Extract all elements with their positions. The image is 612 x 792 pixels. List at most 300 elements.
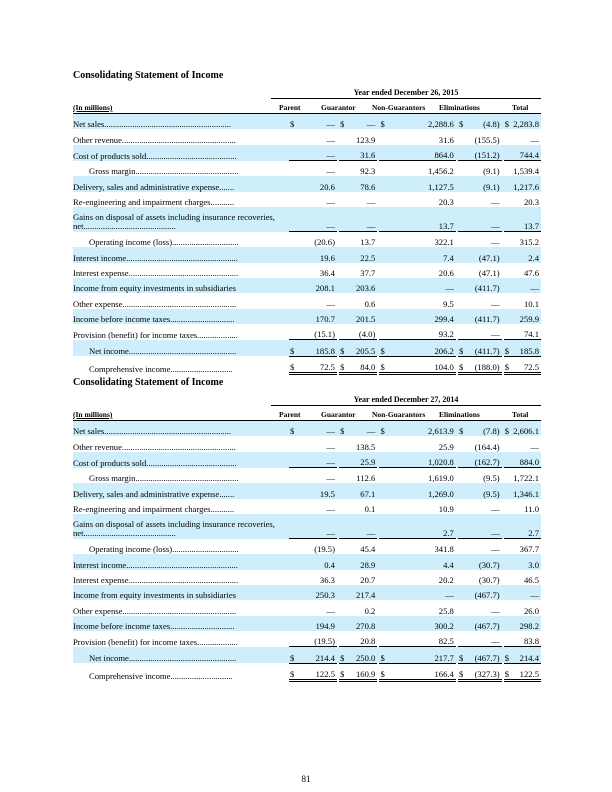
col-guarantor: Guarantor bbox=[321, 103, 356, 112]
currency-symbol bbox=[339, 514, 348, 539]
cell-guarantor: 138.5 bbox=[355, 441, 376, 452]
cell-non-guarantors: 93.2 bbox=[388, 324, 456, 340]
currency-symbol bbox=[289, 436, 298, 451]
table-row bbox=[73, 293, 541, 308]
currency-symbol bbox=[289, 309, 298, 324]
cell-total: 1,722.1 bbox=[513, 473, 539, 484]
cell-parent: 214.4 bbox=[298, 647, 337, 663]
cell-eliminations: (9.1) bbox=[467, 176, 502, 191]
currency-symbol bbox=[458, 293, 467, 308]
currency-symbol bbox=[379, 616, 388, 631]
cell-parent: — bbox=[298, 145, 337, 161]
cell-eliminations: (9.1) bbox=[483, 166, 500, 177]
period-rule bbox=[271, 405, 541, 406]
row-label bbox=[73, 436, 287, 451]
currency-symbol bbox=[504, 452, 513, 468]
cell-parent: 72.5 bbox=[298, 356, 337, 373]
cell-eliminations: — bbox=[467, 631, 502, 647]
cell-guarantor: 31.6 bbox=[348, 145, 377, 161]
cell-guarantor: 84.0 bbox=[348, 356, 377, 373]
row-label bbox=[73, 539, 287, 555]
leader-dots: .......................................... bbox=[146, 457, 237, 468]
cell-total: 298.2 bbox=[513, 616, 541, 631]
currency-symbol bbox=[339, 324, 348, 340]
cell-eliminations: (4.8) bbox=[467, 114, 502, 129]
leader-dots: ..................................................... bbox=[121, 134, 236, 145]
currency-symbol bbox=[289, 145, 298, 161]
cell-non-guarantors: 9.5 bbox=[443, 298, 454, 309]
cell-guarantor: 270.8 bbox=[348, 616, 377, 631]
leader-dots: ................... bbox=[197, 636, 238, 647]
leader-dots: ....... bbox=[219, 488, 235, 499]
currency-symbol bbox=[458, 309, 467, 324]
table-row bbox=[73, 663, 541, 680]
period-heading: Year ended December 26, 2015 bbox=[353, 88, 459, 97]
currency-symbol bbox=[379, 263, 388, 278]
cell-non-guarantors: 864.0 bbox=[388, 145, 456, 161]
currency-symbol bbox=[504, 631, 513, 647]
currency-symbol bbox=[504, 207, 513, 232]
currency-symbol bbox=[289, 324, 298, 340]
cell-total: 315.2 bbox=[513, 232, 541, 248]
cell-guarantor: 37.7 bbox=[360, 268, 376, 279]
row-label-text: Net income bbox=[89, 653, 129, 664]
cell-non-guarantors: 1,456.2 bbox=[428, 166, 454, 177]
cell-guarantor: 45.4 bbox=[348, 539, 377, 555]
row-label bbox=[73, 616, 287, 631]
cell-eliminations: — bbox=[491, 298, 500, 309]
leader-dots: ................................................ bbox=[135, 166, 239, 177]
cell-non-guarantors: 20.3 bbox=[438, 197, 454, 208]
currency-symbol bbox=[289, 539, 298, 555]
row-label bbox=[73, 421, 287, 436]
currency-symbol bbox=[379, 145, 388, 161]
page-number: 81 bbox=[301, 774, 311, 784]
cell-non-guarantors: 217.7 bbox=[388, 647, 456, 663]
currency-symbol bbox=[289, 499, 298, 514]
cell-eliminations: — bbox=[467, 324, 502, 340]
cell-parent: — bbox=[326, 504, 335, 515]
cell-parent: — bbox=[326, 134, 335, 145]
cell-guarantor: 0.2 bbox=[364, 605, 376, 616]
leader-dots: ............................... bbox=[172, 237, 239, 248]
cell-eliminations: (467.7) bbox=[467, 647, 502, 663]
row-label bbox=[73, 176, 287, 191]
currency-symbol bbox=[339, 192, 348, 207]
row-label-text: Income from equity investments in subsidiaries bbox=[73, 590, 237, 601]
currency-symbol: $ bbox=[289, 356, 298, 373]
cell-non-guarantors: 82.5 bbox=[388, 631, 456, 647]
cell-non-guarantors: 1,269.0 bbox=[388, 483, 456, 498]
currency-symbol bbox=[504, 585, 513, 600]
row-label bbox=[73, 514, 287, 539]
cell-guarantor: 203.6 bbox=[348, 278, 377, 293]
table-row bbox=[73, 499, 541, 514]
row-label-text: Other expense bbox=[73, 298, 123, 309]
cell-non-guarantors: 31.6 bbox=[438, 134, 454, 145]
currency-symbol bbox=[458, 554, 467, 569]
cell-eliminations: (162.7) bbox=[467, 452, 502, 468]
cell-non-guarantors: — bbox=[388, 585, 456, 600]
currency-symbol: $ bbox=[504, 421, 513, 436]
leader-dots: ............................... bbox=[172, 544, 239, 555]
currency-symbol bbox=[379, 232, 388, 248]
currency-symbol bbox=[289, 247, 298, 262]
cell-total: 83.8 bbox=[513, 631, 541, 647]
cell-guarantor: — bbox=[366, 197, 376, 208]
leader-dots: ................................................ bbox=[135, 473, 239, 484]
currency-symbol bbox=[504, 129, 513, 144]
cell-eliminations: (411.7) bbox=[467, 340, 502, 356]
cell-non-guarantors: 206.2 bbox=[388, 340, 456, 356]
table-row bbox=[73, 278, 541, 293]
currency-symbol bbox=[289, 161, 298, 177]
currency-symbol: $ bbox=[289, 114, 298, 129]
cell-parent: 20.6 bbox=[298, 176, 337, 191]
currency-symbol bbox=[458, 176, 467, 191]
currency-symbol: $ bbox=[458, 340, 467, 356]
currency-symbol: $ bbox=[379, 340, 388, 356]
cell-parent: (19.5) bbox=[298, 631, 337, 647]
cell-parent: — bbox=[326, 605, 335, 616]
currency-symbol bbox=[504, 436, 513, 451]
currency-symbol bbox=[339, 278, 348, 293]
currency-symbol bbox=[379, 161, 388, 177]
row-label bbox=[73, 631, 287, 647]
cell-non-guarantors: 4.4 bbox=[388, 554, 456, 569]
leader-dots: .............................. bbox=[170, 314, 235, 325]
currency-symbol bbox=[458, 600, 467, 615]
row-label bbox=[73, 145, 287, 161]
cell-guarantor: 28.9 bbox=[348, 554, 377, 569]
currency-symbol bbox=[339, 207, 348, 232]
table-row bbox=[73, 616, 541, 631]
row-label-text: Cost of products sold bbox=[73, 150, 147, 161]
cell-total: 259.9 bbox=[513, 309, 541, 324]
table-row bbox=[73, 631, 541, 647]
cell-parent: — bbox=[298, 207, 337, 232]
cell-eliminations: (327.3) bbox=[467, 663, 502, 680]
currency-symbol: $ bbox=[289, 647, 298, 663]
cell-total: 1,346.1 bbox=[513, 483, 541, 498]
currency-symbol bbox=[379, 514, 388, 539]
cell-non-guarantors: 25.8 bbox=[438, 605, 454, 616]
cell-non-guarantors: 1,619.0 bbox=[428, 473, 454, 484]
cell-non-guarantors: 166.4 bbox=[388, 663, 456, 680]
currency-symbol bbox=[339, 129, 348, 144]
currency-symbol bbox=[339, 176, 348, 191]
cell-eliminations: (47.1) bbox=[467, 247, 502, 262]
table-row bbox=[73, 114, 541, 129]
table-row bbox=[73, 340, 541, 356]
table-row bbox=[73, 421, 541, 436]
currency-symbol bbox=[504, 263, 513, 278]
table-row bbox=[73, 483, 541, 498]
currency-symbol bbox=[289, 263, 298, 278]
row-label bbox=[73, 161, 287, 177]
cell-guarantor: — bbox=[348, 207, 377, 232]
currency-symbol bbox=[379, 570, 388, 585]
leader-dots: ........................................................... bbox=[104, 426, 232, 437]
row-label bbox=[73, 293, 287, 308]
currency-symbol bbox=[339, 631, 348, 647]
cell-eliminations: (411.7) bbox=[467, 309, 502, 324]
currency-symbol: $ bbox=[379, 421, 388, 436]
leader-dots: ..................................................... bbox=[122, 605, 237, 616]
table-row bbox=[73, 145, 541, 161]
cell-parent: 194.9 bbox=[298, 616, 337, 631]
table-row bbox=[73, 161, 541, 177]
row-label bbox=[73, 232, 287, 248]
currency-symbol bbox=[289, 207, 298, 232]
cell-guarantor: 20.7 bbox=[360, 575, 376, 586]
row-label bbox=[73, 129, 287, 144]
row-label bbox=[73, 263, 287, 278]
cell-total: 47.6 bbox=[523, 268, 539, 279]
cell-total: 2.4 bbox=[513, 247, 541, 262]
row-label bbox=[73, 663, 287, 680]
cell-non-guarantors: 341.8 bbox=[388, 539, 456, 555]
currency-symbol bbox=[379, 309, 388, 324]
cell-non-guarantors: 7.4 bbox=[388, 247, 456, 262]
currency-symbol bbox=[504, 192, 513, 207]
currency-symbol bbox=[339, 554, 348, 569]
currency-symbol bbox=[379, 554, 388, 569]
cell-parent: 170.7 bbox=[298, 309, 337, 324]
currency-symbol bbox=[379, 436, 388, 451]
cell-guarantor: 25.9 bbox=[348, 452, 377, 468]
row-label-text: Interest expense bbox=[73, 268, 129, 279]
currency-symbol bbox=[289, 600, 298, 615]
row-label-text: Income before income taxes bbox=[73, 314, 171, 325]
currency-symbol bbox=[458, 145, 467, 161]
cell-non-guarantors: 20.2 bbox=[438, 575, 454, 586]
cell-parent: 36.4 bbox=[319, 268, 335, 279]
leader-dots: .................................................... bbox=[126, 559, 238, 570]
currency-symbol bbox=[504, 293, 513, 308]
cell-eliminations: (467.7) bbox=[467, 616, 502, 631]
currency-symbol bbox=[504, 145, 513, 161]
cell-total: 744.4 bbox=[513, 145, 541, 161]
cell-guarantor: (4.0) bbox=[348, 324, 377, 340]
table-row bbox=[73, 247, 541, 262]
currency-symbol bbox=[458, 247, 467, 262]
row-label-text: Operating income (loss) bbox=[89, 544, 173, 555]
currency-symbol bbox=[289, 232, 298, 248]
leader-dots: ....... bbox=[219, 181, 235, 192]
currency-symbol bbox=[379, 631, 388, 647]
cell-guarantor: 0.1 bbox=[364, 504, 376, 515]
table-row bbox=[73, 647, 541, 663]
cell-parent: — bbox=[298, 421, 337, 436]
cell-guarantor: 13.7 bbox=[348, 232, 377, 248]
leader-dots: ........................................................... bbox=[104, 119, 232, 130]
row-label bbox=[73, 207, 287, 232]
cell-non-guarantors: 25.9 bbox=[438, 441, 454, 452]
currency-symbol bbox=[458, 570, 467, 585]
currency-symbol: $ bbox=[379, 647, 388, 663]
currency-symbol bbox=[339, 499, 348, 514]
currency-symbol bbox=[339, 616, 348, 631]
currency-symbol: $ bbox=[289, 421, 298, 436]
currency-symbol bbox=[289, 293, 298, 308]
cell-parent: (20.6) bbox=[298, 232, 337, 248]
currency-symbol bbox=[458, 585, 467, 600]
cell-guarantor: 250.0 bbox=[348, 647, 377, 663]
table-row bbox=[73, 554, 541, 569]
currency-symbol: $ bbox=[458, 421, 467, 436]
currency-symbol bbox=[504, 616, 513, 631]
cell-total: 1,217.6 bbox=[513, 176, 541, 191]
leader-dots: .............................. bbox=[170, 621, 235, 632]
col-parent: Parent bbox=[279, 410, 301, 419]
cell-eliminations: — bbox=[491, 197, 500, 208]
row-label-text: Comprehensive income bbox=[89, 363, 171, 374]
cell-total: 122.5 bbox=[513, 663, 541, 680]
row-label-text: Gross margin bbox=[89, 166, 136, 177]
currency-symbol bbox=[379, 539, 388, 555]
table-row bbox=[73, 232, 541, 248]
cell-eliminations: (9.5) bbox=[467, 483, 502, 498]
cell-eliminations: (467.7) bbox=[467, 585, 502, 600]
leader-dots: ........... bbox=[210, 197, 235, 208]
cell-non-guarantors: 300.2 bbox=[388, 616, 456, 631]
col-parent: Parent bbox=[279, 103, 301, 112]
leader-dots: ............................. bbox=[170, 670, 233, 681]
cell-parent: — bbox=[298, 114, 337, 129]
currency-symbol bbox=[379, 499, 388, 514]
row-label-text: Interest income bbox=[73, 559, 127, 570]
cell-total: 185.8 bbox=[513, 340, 541, 356]
col-total: Total bbox=[512, 410, 529, 419]
currency-symbol bbox=[339, 247, 348, 262]
currency-symbol bbox=[458, 324, 467, 340]
currency-symbol: $ bbox=[458, 663, 467, 680]
row-label-text: Gains on disposal of assets including insurance recoveries, net bbox=[73, 211, 275, 232]
currency-symbol bbox=[339, 232, 348, 248]
row-label-text: Delivery, sales and administrative expense bbox=[73, 488, 220, 499]
cell-total: 11.0 bbox=[524, 504, 539, 515]
currency-symbol bbox=[504, 539, 513, 555]
currency-symbol bbox=[379, 129, 388, 144]
cell-total: 46.5 bbox=[523, 575, 539, 586]
row-label-text: Interest income bbox=[73, 252, 127, 263]
cell-guarantor: 205.5 bbox=[348, 340, 377, 356]
currency-symbol bbox=[379, 585, 388, 600]
leader-dots: ................................................... bbox=[128, 575, 239, 586]
currency-symbol bbox=[458, 539, 467, 555]
currency-symbol: $ bbox=[504, 340, 513, 356]
currency-symbol bbox=[339, 600, 348, 615]
currency-symbol bbox=[339, 293, 348, 308]
currency-symbol bbox=[289, 616, 298, 631]
statement-title: Consolidating Statement of Income bbox=[73, 377, 224, 388]
table-row bbox=[73, 539, 541, 555]
row-label-text: Other expense bbox=[73, 605, 123, 616]
row-label bbox=[73, 309, 287, 324]
cell-eliminations: (7.8) bbox=[467, 421, 502, 436]
row-label bbox=[73, 483, 287, 498]
row-label-text: Other revenue bbox=[73, 441, 122, 452]
leader-dots: ..................................................... bbox=[121, 441, 236, 452]
currency-symbol bbox=[289, 570, 298, 585]
cell-non-guarantors: 2.7 bbox=[388, 514, 456, 539]
row-label-text: Gross margin bbox=[89, 473, 136, 484]
cell-parent: — bbox=[298, 452, 337, 468]
leader-dots: .................................................... bbox=[126, 252, 238, 263]
cell-eliminations: — bbox=[467, 232, 502, 248]
currency-symbol bbox=[504, 499, 513, 514]
row-label bbox=[73, 278, 287, 293]
currency-symbol bbox=[458, 468, 467, 484]
col-non-guarantors: Non-Guarantors bbox=[372, 410, 426, 419]
table-row bbox=[73, 309, 541, 324]
currency-symbol bbox=[458, 483, 467, 498]
currency-symbol bbox=[504, 176, 513, 191]
currency-symbol bbox=[504, 247, 513, 262]
cell-parent: 36.3 bbox=[319, 575, 335, 586]
currency-symbol bbox=[504, 570, 513, 585]
cell-total: 2.7 bbox=[513, 514, 541, 539]
currency-symbol bbox=[379, 207, 388, 232]
currency-symbol bbox=[339, 263, 348, 278]
currency-symbol bbox=[289, 129, 298, 144]
currency-symbol: $ bbox=[339, 421, 348, 436]
currency-symbol: $ bbox=[379, 356, 388, 373]
currency-symbol bbox=[339, 483, 348, 498]
period-rule bbox=[271, 98, 541, 99]
cell-parent: 19.6 bbox=[298, 247, 337, 262]
currency-symbol: $ bbox=[504, 647, 513, 663]
currency-symbol bbox=[458, 161, 467, 177]
cell-guarantor: 22.5 bbox=[348, 247, 377, 262]
currency-symbol bbox=[289, 631, 298, 647]
currency-symbol bbox=[379, 452, 388, 468]
cell-parent: — bbox=[326, 441, 335, 452]
currency-symbol bbox=[504, 483, 513, 498]
cell-total: 72.5 bbox=[513, 356, 541, 373]
currency-symbol: $ bbox=[339, 356, 348, 373]
cell-parent: 250.3 bbox=[298, 585, 337, 600]
cell-eliminations: (30.7) bbox=[478, 575, 500, 586]
currency-symbol: $ bbox=[289, 663, 298, 680]
row-label-text: Cost of products sold bbox=[73, 457, 147, 468]
row-label-text: Gains on disposal of assets including insurance recoveries, net bbox=[73, 518, 275, 539]
cell-eliminations: — bbox=[467, 514, 502, 539]
currency-symbol bbox=[289, 452, 298, 468]
cell-eliminations: (151.2) bbox=[467, 145, 502, 161]
table-row bbox=[73, 570, 541, 585]
cell-non-guarantors: 20.6 bbox=[438, 268, 454, 279]
row-label-text: Delivery, sales and administrative expense bbox=[73, 181, 220, 192]
col-eliminations: Eliminations bbox=[439, 103, 480, 112]
col-total: Total bbox=[512, 103, 529, 112]
table-row bbox=[73, 324, 541, 340]
currency-symbol: $ bbox=[458, 647, 467, 663]
row-label-text: Provision (benefit) for income taxes bbox=[73, 329, 198, 340]
currency-symbol: $ bbox=[504, 663, 513, 680]
cell-guarantor: 217.4 bbox=[348, 585, 377, 600]
cell-guarantor: 0.6 bbox=[364, 298, 376, 309]
currency-symbol bbox=[504, 468, 513, 484]
cell-parent: — bbox=[326, 473, 335, 484]
cell-total: — bbox=[513, 278, 541, 293]
leader-dots: ............................. bbox=[170, 363, 233, 374]
cell-eliminations: (155.5) bbox=[474, 134, 500, 145]
currency-symbol bbox=[379, 278, 388, 293]
currency-symbol bbox=[458, 616, 467, 631]
row-label bbox=[73, 247, 287, 262]
